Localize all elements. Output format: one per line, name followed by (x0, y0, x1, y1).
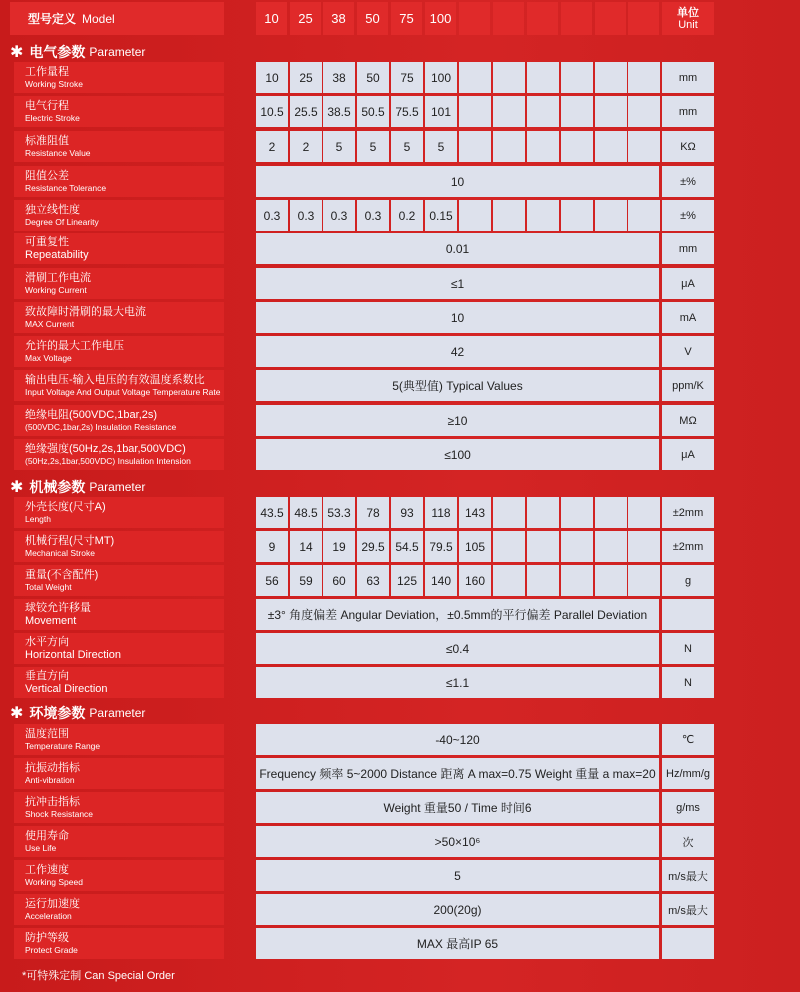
asterisk-icon: ✱ (10, 44, 24, 61)
unit-cell: mm (662, 233, 714, 264)
row-label (14, 758, 224, 789)
value-cell: 140 (425, 565, 457, 596)
value-cell (628, 531, 660, 562)
header-model-cell (459, 2, 490, 35)
value-cell: 2 (290, 131, 322, 162)
row-label (14, 268, 224, 299)
unit-cell: mm (662, 96, 714, 127)
row-label-en: MAX Current (25, 318, 75, 329)
row-label-cn: 电气行程 (25, 99, 69, 112)
value-cell (628, 62, 660, 93)
unit-cell: ℃ (662, 724, 714, 755)
row-label (14, 599, 224, 630)
value-cell: 75.5 (391, 96, 423, 127)
value-cell (527, 131, 559, 162)
value-cell: 9 (256, 531, 288, 562)
header-model-cell: 50 (357, 2, 388, 35)
value-cell: 75 (391, 62, 423, 93)
value-cell: 43.5 (256, 497, 288, 528)
row-label-en: Repeatability (25, 248, 89, 261)
header-model-label (10, 2, 224, 35)
header-model-cell: 25 (290, 2, 321, 35)
row-label-cn: 工作量程 (25, 65, 69, 78)
row-label-cn: 垂直方向 (25, 669, 69, 682)
value-cell (493, 200, 525, 231)
value-cell (595, 131, 627, 162)
value-cell: 79.5 (425, 531, 457, 562)
row-label-cn: 使用寿命 (25, 829, 69, 842)
row-label (14, 633, 224, 664)
row-label-en: Movement (25, 614, 77, 627)
value-cell: 25 (290, 62, 322, 93)
merged-value-cell: 5(典型值) Typical Values (256, 370, 659, 401)
value-cell (561, 62, 593, 93)
value-cell: 5 (425, 131, 457, 162)
row-label-en: Acceleration (25, 910, 72, 921)
asterisk-icon: ✱ (10, 479, 24, 496)
value-cell: 143 (459, 497, 491, 528)
row-label (14, 96, 224, 127)
value-cell: 5 (357, 131, 389, 162)
row-label-en: Working Speed (25, 876, 83, 887)
unit-cell: m/s最大 (662, 860, 714, 891)
row-label (14, 200, 224, 231)
value-cell (595, 531, 627, 562)
value-cell (561, 200, 593, 231)
value-cell (527, 96, 559, 127)
unit-cell: ±% (662, 166, 714, 197)
row-label-cn: 可重复性 (25, 235, 69, 248)
unit-cell: KΩ (662, 131, 714, 162)
row-label-cn: 抗冲击指标 (25, 795, 80, 808)
row-label (14, 826, 224, 857)
value-cell (459, 200, 491, 231)
unit-cell: N (662, 667, 714, 698)
row-label (14, 336, 224, 367)
row-label-cn: 绝缘电阻(500VDC,1bar,2s) (25, 408, 158, 421)
header-model-cell (493, 2, 524, 35)
value-cell (595, 200, 627, 231)
row-label (14, 497, 224, 528)
row-label-cn: 抗振动指标 (25, 761, 80, 774)
merged-value-cell: ±3° 角度偏差 Angular Deviation，±0.5mm的平行偏差 Parallel Deviation (256, 599, 659, 630)
merged-value-cell: 10 (256, 302, 659, 333)
value-cell: 59 (290, 565, 322, 596)
value-cell (493, 62, 525, 93)
value-cell (459, 62, 491, 93)
unit-cell: μA (662, 439, 714, 470)
value-cell (493, 565, 525, 596)
merged-value-cell: Frequency 频率 5~2000 Distance 距离 A max=0.75 Weight 重量 a max=20 (256, 758, 659, 789)
value-cell: 101 (425, 96, 457, 127)
value-cell: 100 (425, 62, 457, 93)
value-cell (561, 131, 593, 162)
row-label-cn: 水平方向 (25, 635, 69, 648)
unit-cell: ±2mm (662, 531, 714, 562)
row-label-cn: 运行加速度 (25, 897, 80, 910)
value-cell: 78 (357, 497, 389, 528)
value-cell: 118 (425, 497, 457, 528)
value-cell: 25.5 (290, 96, 322, 127)
merged-value-cell: 42 (256, 336, 659, 367)
row-label-en: Working Current (25, 284, 87, 295)
row-label (14, 928, 224, 959)
merged-value-cell: ≥10 (256, 405, 659, 436)
row-label (14, 302, 224, 333)
value-cell: 0.3 (357, 200, 389, 231)
value-cell: 60 (323, 565, 355, 596)
header-model-cell: 10 (256, 2, 287, 35)
value-cell (628, 96, 660, 127)
unit-cell: V (662, 336, 714, 367)
unit-cell: 次 (662, 826, 714, 857)
value-cell (628, 497, 660, 528)
row-label-cn: 阻值公差 (25, 169, 69, 182)
header-model-cell (561, 2, 592, 35)
section-environment (10, 703, 145, 723)
row-label (14, 531, 224, 562)
unit-cell: g/ms (662, 792, 714, 823)
unit-cell: ±2mm (662, 497, 714, 528)
merged-value-cell: 5 (256, 860, 659, 891)
row-label-cn: 独立线性度 (25, 203, 80, 216)
merged-value-cell: >50×10⁶ (256, 826, 659, 857)
value-cell (595, 565, 627, 596)
unit-cell: N (662, 633, 714, 664)
row-label-cn: 重量(不含配件) (25, 568, 99, 581)
section-title-en: Parameter (89, 480, 146, 494)
value-cell (527, 200, 559, 231)
value-cell (628, 131, 660, 162)
section-title-en: Parameter (89, 706, 146, 720)
value-cell: 54.5 (391, 531, 423, 562)
merged-value-cell: -40~120 (256, 724, 659, 755)
header-unit (662, 2, 714, 35)
value-cell: 48.5 (290, 497, 322, 528)
asterisk-icon: ✱ (10, 705, 24, 722)
section-title-cn: 电气参数 (29, 44, 86, 60)
value-cell: 0.3 (290, 200, 322, 231)
row-label (14, 894, 224, 925)
value-cell (595, 497, 627, 528)
value-cell: 38 (323, 62, 355, 93)
merged-value-cell: ≤1.1 (256, 667, 659, 698)
merged-value-cell: Weight 重量50 / Time 时间6 (256, 792, 659, 823)
value-cell (561, 497, 593, 528)
header-model-cell: 100 (425, 2, 456, 35)
value-cell: 56 (256, 565, 288, 596)
row-label (14, 166, 224, 197)
value-cell (628, 565, 660, 596)
value-cell (561, 531, 593, 562)
header-model-cell (527, 2, 558, 35)
unit-cell: g (662, 565, 714, 596)
row-label-en: Electric Stroke (25, 112, 80, 123)
value-cell: 38.5 (323, 96, 355, 127)
row-label (14, 860, 224, 891)
unit-cell: Hz/mm/g (662, 758, 714, 789)
row-label-en: Temperature Range (25, 740, 101, 751)
row-label-en: Mechanical Stroke (25, 547, 95, 558)
unit-cell (662, 599, 714, 630)
row-label (14, 724, 224, 755)
row-label-en: Degree Of Linearity (25, 216, 99, 227)
value-cell (459, 131, 491, 162)
value-cell (493, 497, 525, 528)
row-label (14, 62, 224, 93)
row-label-en: Resistance Value (25, 147, 91, 158)
row-label-cn: 温度范围 (25, 727, 69, 740)
value-cell: 160 (459, 565, 491, 596)
value-cell (459, 96, 491, 127)
header-model-cell: 75 (391, 2, 422, 35)
row-label-cn: 防护等级 (25, 931, 69, 944)
row-label-cn: 允许的最大工作电压 (25, 339, 124, 352)
value-cell: 93 (391, 497, 423, 528)
row-label-en: Vertical Direction (25, 682, 108, 695)
merged-value-cell: 0.01 (256, 233, 659, 264)
value-cell: 5 (323, 131, 355, 162)
header-model-cell (628, 2, 659, 35)
value-cell: 0.3 (256, 200, 288, 231)
value-cell: 0.2 (391, 200, 423, 231)
value-cell (561, 96, 593, 127)
row-label-en: Max Voltage (25, 352, 72, 363)
merged-value-cell: ≤0.4 (256, 633, 659, 664)
row-label-en: (50Hz,2s,1bar,500VDC) Insulation Intension (25, 455, 191, 466)
section-title-en: Parameter (89, 45, 146, 59)
row-label-cn: 球铰允许移量 (25, 601, 91, 614)
merged-value-cell: MAX 最高IP 65 (256, 928, 659, 959)
row-label (14, 565, 224, 596)
value-cell (527, 62, 559, 93)
header-label-en: Model (82, 11, 115, 26)
value-cell: 50.5 (357, 96, 389, 127)
value-cell (595, 96, 627, 127)
header-label-cn: 型号定义 (28, 12, 77, 26)
value-cell (493, 131, 525, 162)
value-cell (561, 565, 593, 596)
row-label-en: Protect Grade (25, 944, 78, 955)
footer-note: *可特殊定制 Can Special Order (22, 970, 175, 982)
section-electrical (10, 42, 145, 62)
merged-value-cell: ≤1 (256, 268, 659, 299)
header-unit-en: Unit (678, 18, 698, 31)
section-mechanical (10, 477, 145, 497)
section-title-cn: 机械参数 (29, 479, 86, 495)
row-label-en: Shock Resistance (25, 808, 94, 819)
unit-cell: ppm/K (662, 370, 714, 401)
unit-cell: MΩ (662, 405, 714, 436)
row-label-en: Length (25, 513, 51, 524)
row-label-en: (500VDC,1bar,2s) Insulation Resistance (25, 421, 177, 432)
row-label-cn: 致故障时滑刷的最大电流 (25, 305, 146, 318)
row-label-en: Working Stroke (25, 78, 83, 89)
row-label-cn: 工作速度 (25, 863, 69, 876)
value-cell: 53.3 (323, 497, 355, 528)
row-label (14, 131, 224, 162)
merged-value-cell: ≤100 (256, 439, 659, 470)
row-label-cn: 机械行程(尺寸MT) (25, 534, 115, 547)
row-label (14, 233, 224, 264)
row-label-en: Resistance Tolerance (25, 182, 107, 193)
value-cell (527, 565, 559, 596)
value-cell: 125 (391, 565, 423, 596)
header-model-cell (595, 2, 626, 35)
merged-value-cell: 10 (256, 166, 659, 197)
row-label-cn: 绝缘强度(50Hz,2s,1bar,500VDC) (25, 442, 186, 455)
value-cell: 14 (290, 531, 322, 562)
row-label-cn: 输出电压-输入电压的有效温度系数比 (25, 373, 205, 386)
value-cell: 19 (323, 531, 355, 562)
row-label-en: Anti-vibration (25, 774, 75, 785)
value-cell: 105 (459, 531, 491, 562)
value-cell (527, 531, 559, 562)
value-cell: 63 (357, 565, 389, 596)
unit-cell (662, 928, 714, 959)
unit-cell: mm (662, 62, 714, 93)
row-label-en: Use Life (25, 842, 57, 853)
unit-cell: m/s最大 (662, 894, 714, 925)
row-label-cn: 滑刷工作电流 (25, 271, 91, 284)
unit-cell: μA (662, 268, 714, 299)
row-label-en: Input Voltage And Output Voltage Temperature Rate (25, 386, 221, 397)
row-label (14, 405, 224, 436)
value-cell: 0.15 (425, 200, 457, 231)
row-label-cn: 标准阻值 (25, 134, 69, 147)
section-title-cn: 环境参数 (29, 705, 86, 721)
row-label (14, 439, 224, 470)
value-cell (493, 96, 525, 127)
row-label-en: Horizontal Direction (25, 648, 121, 661)
value-cell (595, 62, 627, 93)
unit-cell: mA (662, 302, 714, 333)
value-cell: 10 (256, 62, 288, 93)
value-cell (527, 497, 559, 528)
row-label (14, 667, 224, 698)
row-label (14, 370, 224, 401)
value-cell: 10.5 (256, 96, 288, 127)
value-cell (493, 531, 525, 562)
header-model-cell: 38 (323, 2, 354, 35)
header-unit-cn: 单位 (677, 6, 699, 19)
row-label-cn: 外壳长度(尺寸A) (25, 500, 106, 513)
row-label-en: Total Weight (25, 581, 72, 592)
value-cell: 50 (357, 62, 389, 93)
unit-cell: ±% (662, 200, 714, 231)
value-cell: 2 (256, 131, 288, 162)
value-cell: 0.3 (323, 200, 355, 231)
row-label (14, 792, 224, 823)
value-cell: 5 (391, 131, 423, 162)
merged-value-cell: 200(20g) (256, 894, 659, 925)
value-cell (628, 200, 660, 231)
value-cell: 29.5 (357, 531, 389, 562)
